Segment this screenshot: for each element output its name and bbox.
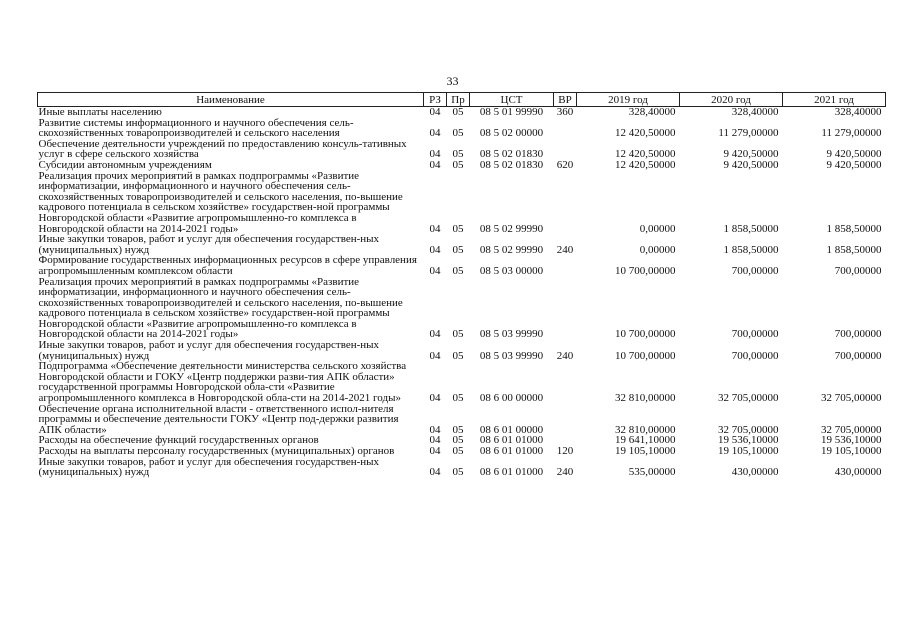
header-name: Наименование xyxy=(38,93,424,107)
row-cst: 08 5 02 01830 xyxy=(479,148,544,161)
row-pr: 05 xyxy=(452,466,464,479)
row-vr xyxy=(554,404,577,436)
row-vr: 240 xyxy=(556,243,574,256)
row-vr: 120 xyxy=(556,445,574,457)
row-name: Расходы на обеспечение функций государственных органов xyxy=(38,434,319,447)
row-amount-2020: 1 858,50000 xyxy=(723,243,779,256)
row-amount-2019: 10 700,00000 xyxy=(615,349,676,362)
row-cst: 08 5 03 99990 xyxy=(479,349,544,362)
row-pr: 05 xyxy=(452,392,464,405)
row-amount-2021: 1 858,50000 xyxy=(826,222,882,235)
row-vr xyxy=(554,171,577,235)
table-row xyxy=(38,118,886,139)
row-rz: 04 xyxy=(429,434,441,447)
row-name: Иные закупки товаров, работ и услуг для обеспечения государствен-ных (муниципальных) нужд xyxy=(38,339,380,362)
row-name: Реализация прочих мероприятий в рамках подпрограммы «Развитие информатизации, информационного и научного обеспечения сель-скохозяйственных товаропроизводителей и сельского населения, по-вышение кадрового потенциала в сельском хозяйстве» государствен-ной программы Новгородской области «Развитие агропромышленно-го комплекса в Новгородской области на 2014-2021 годы» xyxy=(38,169,403,235)
row-amount-2020: 19 105,10000 xyxy=(718,445,779,457)
row-amount-2021: 700,00000 xyxy=(834,264,882,277)
row-rz: 04 xyxy=(429,243,441,256)
row-pr: 05 xyxy=(452,349,464,362)
row-vr xyxy=(554,361,577,403)
row-pr: 05 xyxy=(452,148,464,161)
row-amount-2021: 700,00000 xyxy=(834,328,882,341)
row-vr xyxy=(554,139,577,160)
row-cst: 08 6 00 00000 xyxy=(479,392,544,405)
row-cst: 08 6 01 01000 xyxy=(479,434,544,447)
row-pr: 05 xyxy=(452,222,464,235)
row-amount-2019: 12 420,50000 xyxy=(615,158,676,171)
table-row xyxy=(38,107,886,118)
row-cst: 08 5 02 99990 xyxy=(479,243,544,256)
row-rz: 04 xyxy=(429,127,441,140)
row-amount-2019: 10 700,00000 xyxy=(615,264,676,277)
row-amount-2019: 19 641,10000 xyxy=(615,434,676,447)
row-name: Расходы на выплаты персоналу государственных (муниципальных) органов xyxy=(38,445,395,457)
row-amount-2020: 11 279,00000 xyxy=(718,127,779,140)
table-row xyxy=(38,404,886,436)
row-rz: 04 xyxy=(429,222,441,235)
row-amount-2021: 9 420,50000 xyxy=(826,158,882,171)
table-row xyxy=(38,255,886,276)
row-vr: 620 xyxy=(556,158,574,171)
row-name: Иные выплаты населению xyxy=(38,106,162,118)
row-amount-2020: 328,40000 xyxy=(731,106,779,118)
row-amount-2020: 700,00000 xyxy=(731,349,779,362)
row-rz: 04 xyxy=(429,466,441,479)
budget-table xyxy=(37,92,886,478)
row-name: Субсидии автономным учреждениям xyxy=(38,158,212,171)
row-vr xyxy=(554,255,577,276)
row-vr: 360 xyxy=(556,106,574,118)
header-vr: ВР xyxy=(554,93,577,107)
row-amount-2019: 12 420,50000 xyxy=(615,148,676,161)
table-row xyxy=(38,457,886,478)
header-2019: 2019 год xyxy=(577,93,680,107)
row-amount-2021: 32 705,00000 xyxy=(821,392,882,405)
row-pr: 05 xyxy=(452,264,464,277)
row-vr: 240 xyxy=(556,349,574,362)
row-pr: 05 xyxy=(452,158,464,171)
row-rz: 04 xyxy=(429,392,441,405)
row-amount-2020: 9 420,50000 xyxy=(723,148,779,161)
row-name: Обеспечение органа исполнительной власти - ответственного испол-нителя программы и обеспечение деятельности ГОКУ «Центр под-держки развития АПК области» xyxy=(38,402,399,436)
row-cst: 08 5 02 01830 xyxy=(479,158,544,171)
row-pr: 05 xyxy=(452,445,464,457)
page-number: 33 xyxy=(446,74,459,88)
row-amount-2020: 32 705,00000 xyxy=(718,423,779,436)
row-amount-2020: 19 536,10000 xyxy=(718,434,779,447)
row-cst: 08 5 03 99990 xyxy=(479,328,544,341)
row-amount-2020: 700,00000 xyxy=(731,328,779,341)
row-vr xyxy=(554,118,577,139)
row-amount-2021: 19 105,10000 xyxy=(821,445,882,457)
row-amount-2021: 1 858,50000 xyxy=(826,243,882,256)
row-cst: 08 6 01 00000 xyxy=(479,423,544,436)
header-pr: Пр xyxy=(447,93,470,107)
row-pr: 05 xyxy=(452,243,464,256)
row-rz: 04 xyxy=(429,264,441,277)
row-name: Обеспечение деятельности учреждений по предоставлению консуль-тативных услуг в сфере сельского хозяйства xyxy=(38,137,407,161)
row-amount-2020: 700,00000 xyxy=(731,264,779,277)
row-amount-2021: 430,00000 xyxy=(834,466,882,479)
header-2021: 2021 год xyxy=(783,93,886,107)
row-amount-2021: 19 536,10000 xyxy=(821,434,882,447)
row-amount-2019: 535,00000 xyxy=(628,466,676,479)
table-body xyxy=(38,107,886,478)
row-amount-2019: 328,40000 xyxy=(628,106,676,118)
header-cst: ЦСТ xyxy=(470,93,554,107)
row-name: Иные закупки товаров, работ и услуг для обеспечения государствен-ных (муниципальных) нужд xyxy=(38,233,380,256)
row-amount-2020: 9 420,50000 xyxy=(723,158,779,171)
row-rz: 04 xyxy=(429,148,441,161)
row-name: Формирование государственных информационных ресурсов в сфере управления агропромышленным комплексом области xyxy=(38,254,417,277)
row-rz: 04 xyxy=(429,349,441,362)
row-rz: 04 xyxy=(429,423,441,436)
table-row xyxy=(38,160,886,171)
row-pr: 05 xyxy=(452,434,464,447)
row-amount-2019: 0,00000 xyxy=(639,243,676,256)
row-pr: 05 xyxy=(452,423,464,436)
table-row xyxy=(38,361,886,403)
row-amount-2021: 700,00000 xyxy=(834,349,882,362)
row-cst: 08 5 01 99990 xyxy=(479,106,544,118)
table-row xyxy=(38,277,886,341)
row-amount-2021: 11 279,00000 xyxy=(821,127,882,140)
row-name: Реализация прочих мероприятий в рамках подпрограммы «Развитие информатизации, информационного и научного обеспечения сель-скохозяйственных товаропроизводителей и сельского населения, по-вышение кадрового потенциала в сельском хозяйстве» государствен-ной программы Новгородской области «Развитие агропромышленно-го комплекса в Новгородской области на 2014-2021 годы» xyxy=(38,275,403,341)
row-rz: 04 xyxy=(429,106,441,118)
row-cst: 08 5 02 99990 xyxy=(479,222,544,235)
row-pr: 05 xyxy=(452,328,464,341)
row-amount-2021: 32 705,00000 xyxy=(821,423,882,436)
row-cst: 08 5 03 00000 xyxy=(479,264,544,277)
row-cst: 08 5 02 00000 xyxy=(479,127,544,140)
table-row xyxy=(38,446,886,457)
row-vr xyxy=(554,277,577,341)
row-amount-2020: 430,00000 xyxy=(731,466,779,479)
table-row xyxy=(38,139,886,160)
row-name: Подпрограмма «Обеспечение деятельности министерства сельского хозяйства Новгородской области и ГОКУ «Центр поддержки разви-тия АПК области» государственной программы Новгородской обла-сти «Развитие агропромышленного комплекса в Новгородской обла-сти на 2014-2021 годы» xyxy=(38,360,407,405)
table-row xyxy=(38,234,886,255)
row-pr: 05 xyxy=(452,106,464,118)
table-row xyxy=(38,340,886,361)
row-amount-2019: 12 420,50000 xyxy=(615,127,676,140)
row-amount-2019: 19 105,10000 xyxy=(615,445,676,457)
table-header xyxy=(38,93,886,107)
row-rz: 04 xyxy=(429,158,441,171)
row-amount-2020: 32 705,00000 xyxy=(718,392,779,405)
row-amount-2019: 32 810,00000 xyxy=(615,423,676,436)
row-amount-2020: 1 858,50000 xyxy=(723,222,779,235)
row-vr: 240 xyxy=(556,466,574,479)
header-2020: 2020 год xyxy=(680,93,783,107)
row-amount-2021: 328,40000 xyxy=(834,106,882,118)
row-amount-2021: 9 420,50000 xyxy=(826,148,882,161)
row-cst: 08 6 01 01000 xyxy=(479,466,544,479)
row-rz: 04 xyxy=(429,328,441,341)
row-cst: 08 6 01 01000 xyxy=(479,445,544,457)
row-name: Развитие системы информационного и научного обеспечения сель-скохозяйственных товаропроизводителей и сельского населения xyxy=(38,116,354,140)
row-rz: 04 xyxy=(429,445,441,457)
row-amount-2019: 32 810,00000 xyxy=(615,392,676,405)
row-pr: 05 xyxy=(452,127,464,140)
header-rz: РЗ xyxy=(424,93,447,107)
row-amount-2019: 10 700,00000 xyxy=(615,328,676,341)
row-amount-2019: 0,00000 xyxy=(639,222,676,235)
table-row xyxy=(38,171,886,235)
row-name: Иные закупки товаров, работ и услуг для обеспечения государствен-ных (муниципальных) нужд xyxy=(38,455,380,479)
